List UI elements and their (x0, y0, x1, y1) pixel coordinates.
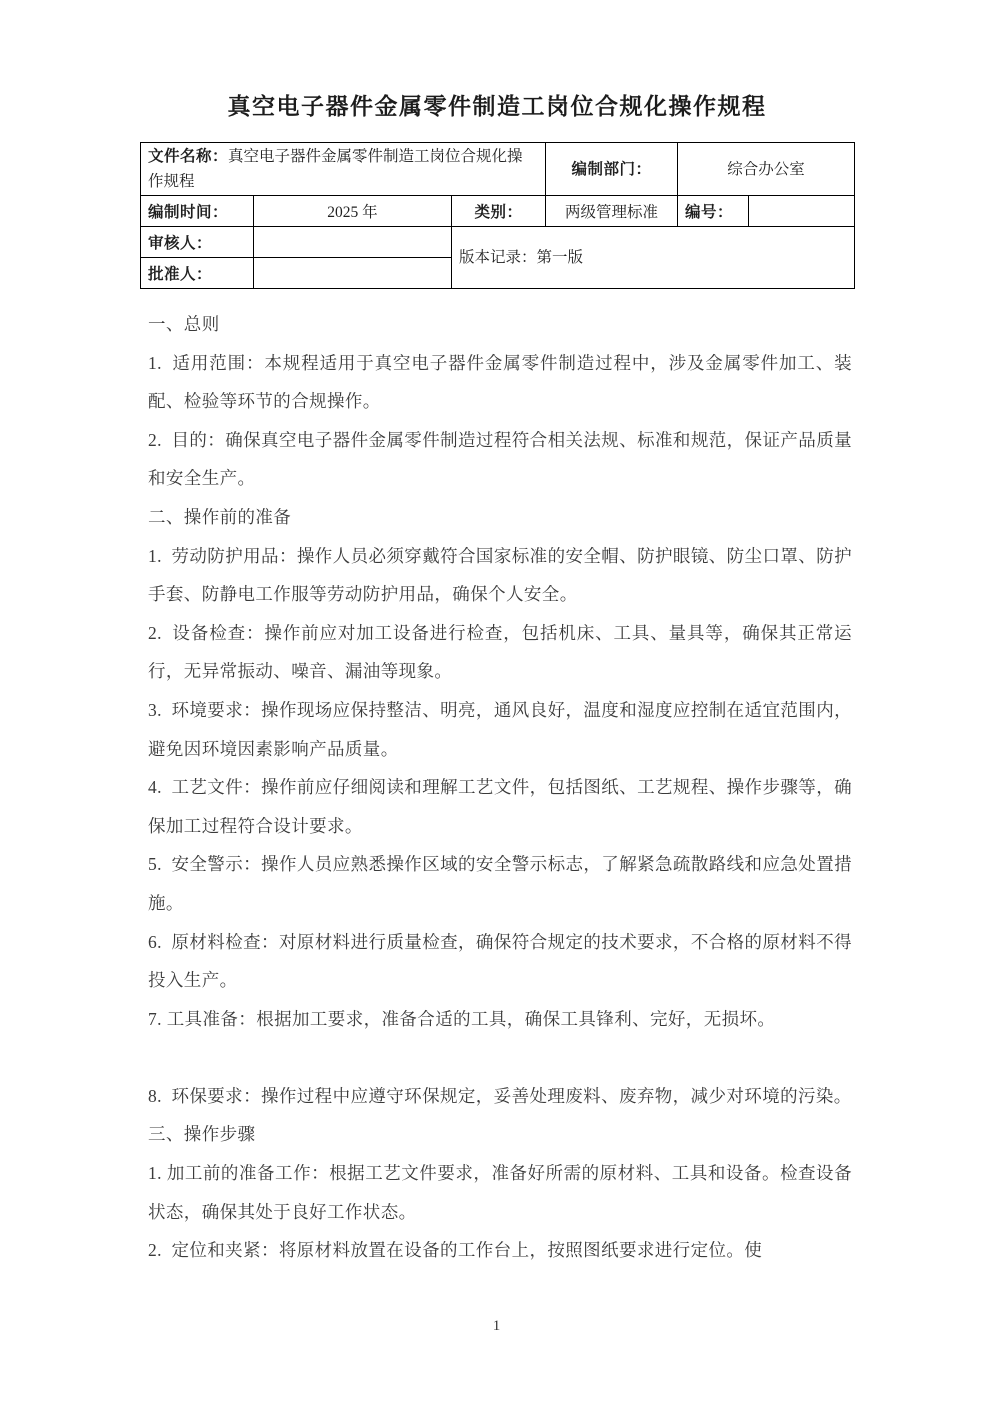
approver-value-cell (254, 258, 452, 289)
time-value: 2025 年 (327, 204, 378, 221)
paragraph: 三、操作步骤 (148, 1124, 256, 1145)
paragraph: 1. 加工前的准备工作：根据工艺文件要求，准备好所需的原材料、工具和设备。检查设备状态，确保其处于良好工作状态。 (148, 1163, 852, 1222)
paragraph: 4. 工艺文件：操作前应仔细阅读和理解工艺文件，包括图纸、工艺规程、操作步骤等，确保加工过程符合设计要求。 (148, 777, 852, 836)
dept-label-cell (546, 143, 678, 196)
category-label-cell (452, 196, 546, 227)
table-row (141, 196, 855, 227)
version-value: 第一版 (536, 248, 584, 266)
category-value-cell (546, 196, 678, 227)
dept-value-cell (678, 143, 855, 196)
table-row (141, 143, 855, 196)
file-name-label: 文件名称： (148, 148, 229, 165)
document-content (140, 0, 854, 1270)
table-row (141, 227, 855, 258)
blank-line (148, 1038, 852, 1077)
paragraph: 7. 工具准备：根据加工要求，准备合适的工具，确保工具锋利、完好，无损坏。 (148, 1008, 776, 1029)
paragraph: 二、操作前的准备 (148, 506, 292, 527)
reviewer-label: 审核人： (148, 235, 213, 252)
approver-label: 批准人： (148, 266, 213, 283)
file-name-value: 真空电子器件金属零件制造工岗位合规化操作规程 (148, 148, 523, 190)
doc-info-table (140, 142, 855, 289)
paragraph: 6. 原材料检查：对原材料进行质量检查，确保符合规定的技术要求，不合格的原材料不得投入生产。 (148, 931, 852, 991)
dept-label: 编制部门： (571, 160, 652, 178)
paragraph: 8. 环保要求：操作过程中应遵守环保规定，妥善处理废料、废弃物，减少对环境的污染。 (148, 1085, 852, 1106)
paragraph: 5. 安全警示：操作人员应熟悉操作区域的安全警示标志，了解紧急疏散路线和应急处置措施。 (148, 854, 852, 913)
paragraph: 1. 适用范围：本规程适用于真空电子器件金属零件制造过程中，涉及金属零件加工、装配、检验等环节的合规操作。 (148, 352, 852, 412)
dept-value: 综合办公室 (727, 160, 805, 178)
approver-label-cell (141, 258, 254, 289)
paragraph: 3. 环境要求：操作现场应保持整洁、明亮，通风良好，温度和湿度应控制在适宜范围内，避免因环境因素影响产品质量。 (148, 699, 852, 759)
page-title: 真空电子器件金属零件制造工岗位合规化操作规程 (227, 94, 767, 119)
number-value-cell (749, 196, 855, 227)
paragraph: 一、总则 (148, 314, 220, 334)
paragraph: 2. 定位和夹紧：将原材料放置在设备的工作台上，按照图纸要求进行定位。使 (148, 1240, 763, 1261)
version-label: 版本记录： (459, 248, 537, 266)
time-label-cell (141, 196, 254, 227)
paragraph: 2. 目的：确保真空电子器件金属零件制造过程符合相关法规、标准和规范，保证产品质量和安全生产。 (148, 429, 852, 489)
paragraph: 1. 劳动防护用品：操作人员必须穿戴符合国家标准的安全帽、防护眼镜、防尘口罩、防护手套、防静电工作服等劳动防护用品，确保个人安全。 (148, 545, 852, 605)
time-label: 编制时间： (148, 204, 229, 221)
number-label-cell (678, 196, 749, 227)
paragraph: 2. 设备检查：操作前应对加工设备进行检查，包括机床、工具、量具等，确保其正常运行，无异常振动、噪音、漏油等现象。 (148, 622, 852, 682)
page-number: 1 (492, 1318, 501, 1334)
document-body (140, 305, 854, 1270)
version-record-cell (452, 227, 855, 289)
reviewer-label-cell (141, 227, 254, 258)
reviewer-value-cell (254, 227, 452, 258)
number-label: 编号： (685, 204, 734, 221)
time-value-cell (254, 196, 452, 227)
category-value: 两级管理标准 (564, 204, 658, 221)
category-label: 类别： (474, 204, 523, 221)
file-name-cell (141, 143, 546, 196)
